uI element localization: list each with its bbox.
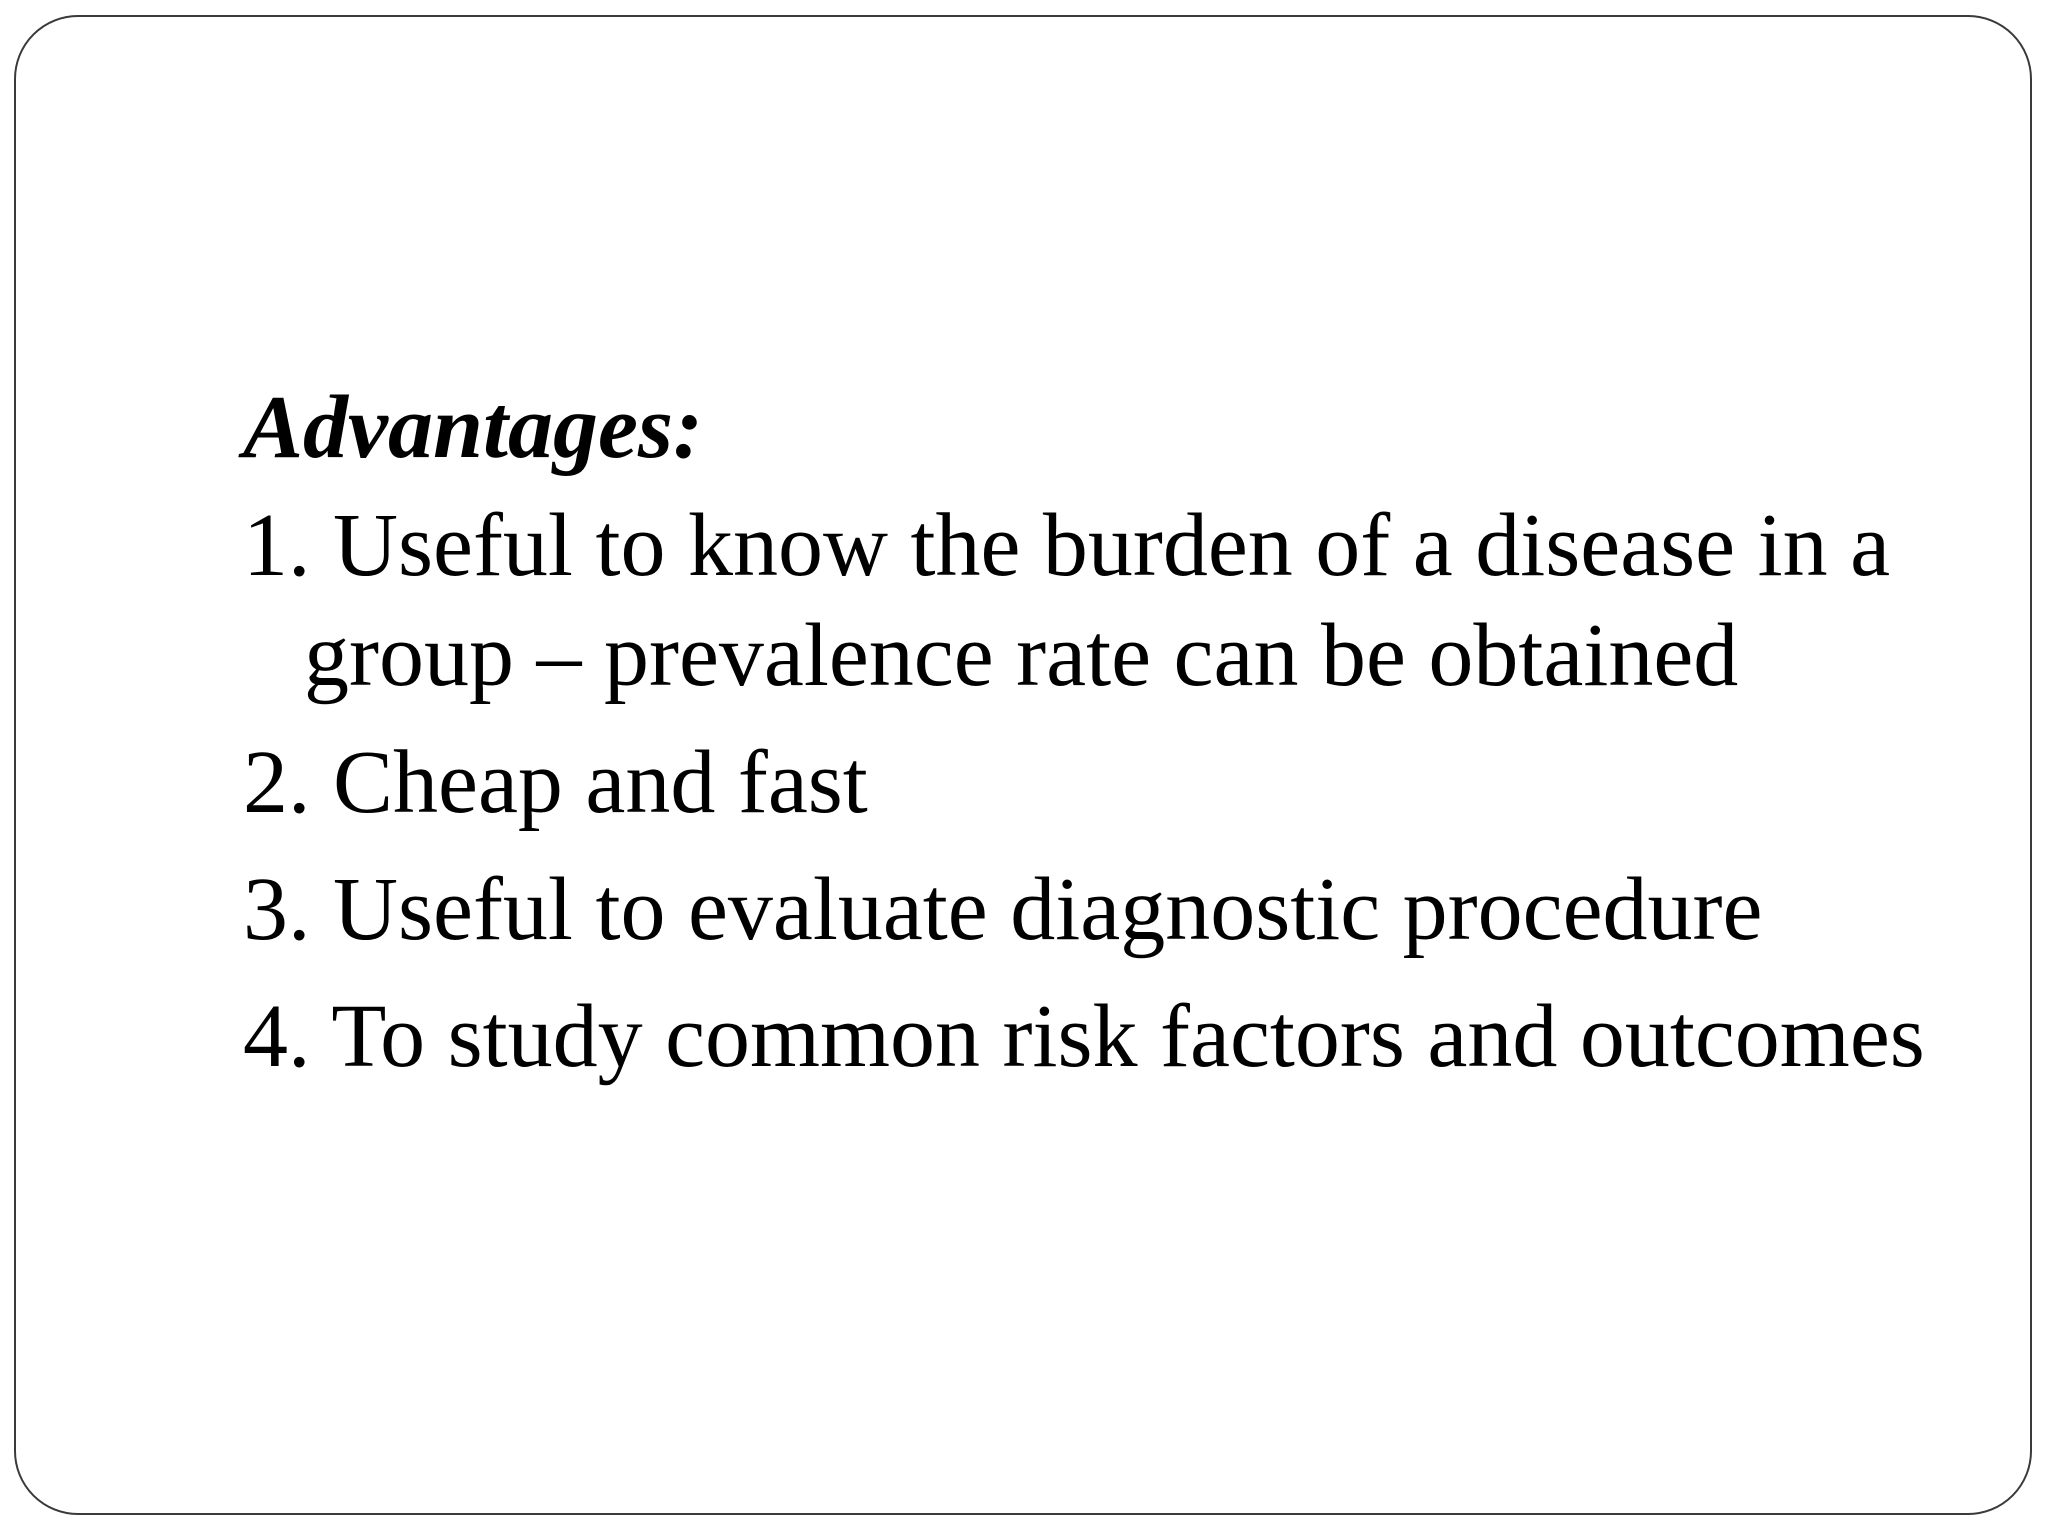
list-item: 2. Cheap and fast: [243, 733, 868, 832]
slide-frame: [14, 15, 2032, 1515]
list-item: 1. Useful to know the burden of a disease in a group – prevalence rate can be obtained: [243, 496, 1891, 705]
list-item: 4. To study common risk factors and outcomes: [243, 987, 1925, 1086]
slide-content: [243, 372, 1943, 1109]
list-item: 3. Useful to evaluate diagnostic procedure: [243, 860, 1763, 959]
advantages-list: [243, 491, 1943, 1092]
slide-heading: Advantages:: [243, 378, 703, 477]
